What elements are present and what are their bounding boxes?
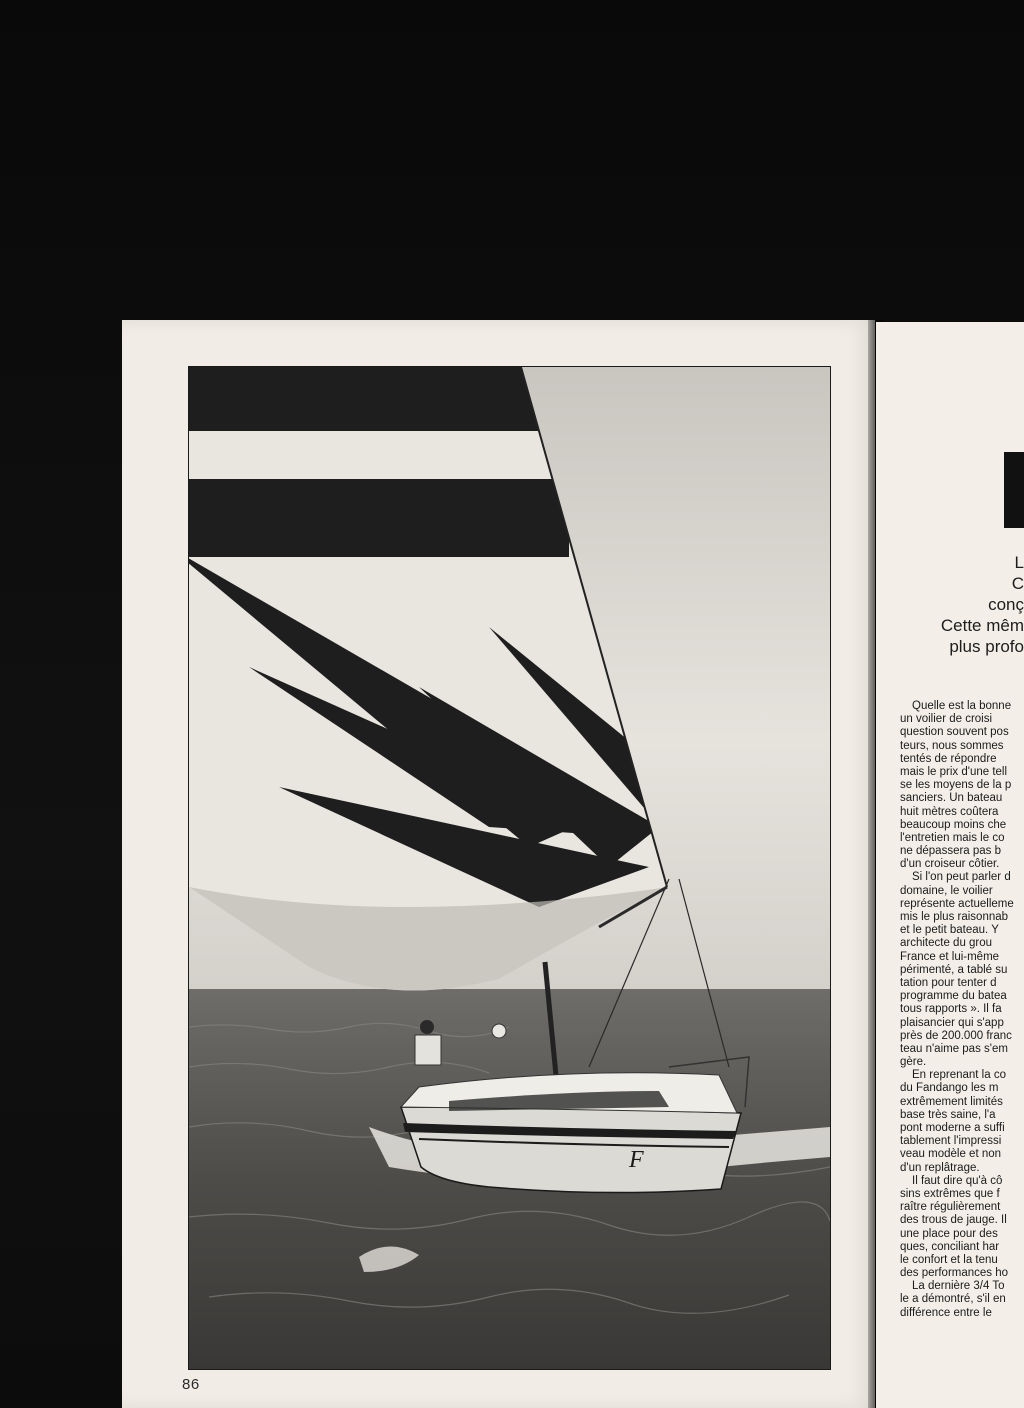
body-line: La dernière 3/4 To: [912, 1280, 1005, 1293]
body-line: différence entre le: [900, 1306, 992, 1319]
body-line: le confort et la tenu: [900, 1253, 998, 1266]
body-line: un voilier de croisi: [900, 713, 993, 726]
intro-line: plus profo: [949, 637, 1024, 656]
body-line: gère.: [900, 1056, 927, 1069]
body-line: tentés de répondre: [900, 752, 997, 765]
sailboat-photo: [188, 366, 831, 1370]
body-line: Quelle est la bonne: [912, 700, 1012, 712]
body-line: architecte du grou: [900, 937, 993, 950]
body-line: périmenté, a tablé su: [900, 963, 1008, 976]
article-intro: [884, 552, 1024, 657]
body-line: le a démontré, s'il en: [900, 1293, 1006, 1306]
body-line: se les moyens de la p: [900, 779, 1012, 792]
body-line: ne dépassera pas b: [900, 845, 1002, 858]
hull: [401, 1107, 741, 1193]
page-number: 86: [182, 1376, 200, 1393]
article-body: [900, 700, 1024, 1320]
body-line: mis le plus raisonnab: [900, 911, 1009, 923]
body-line: une place pour des: [900, 1227, 998, 1240]
intro-line: C: [1011, 574, 1024, 593]
body-line: sanciers. Un bateau: [900, 792, 1003, 805]
body-line: domaine, le voilier: [900, 884, 993, 897]
intro-line: L: [1014, 553, 1024, 572]
hull-letter: F: [629, 1147, 644, 1173]
body-line: d'un croiseur côtier.: [900, 858, 1000, 871]
body-line: l'entretien mais le co: [900, 831, 1005, 844]
body-line: teau n'aime pas s'em: [900, 1042, 1008, 1055]
body-line: sins extrêmes que f: [900, 1187, 1000, 1200]
body-line: France et lui-même: [900, 950, 1000, 963]
body-line: tablement l'impressi: [900, 1135, 1002, 1148]
body-line: extrêmement limités: [900, 1095, 1003, 1108]
body-line: des performances ho: [900, 1267, 1009, 1280]
crew-member: [420, 1020, 434, 1034]
body-line: plaisancier qui s'app: [900, 1016, 1004, 1029]
body-line: huit mètres coûtera: [900, 805, 999, 818]
body-line: teurs, nous sommes: [900, 739, 1004, 752]
intro-line: conç: [988, 595, 1024, 614]
intro-line: Cette mêm: [940, 616, 1024, 635]
body-line: beaucoup moins che: [900, 818, 1007, 831]
body-line: d'un replâtrage.: [900, 1161, 980, 1174]
crew-member: [492, 1024, 506, 1038]
body-line: et le petit bateau. Y: [900, 924, 999, 937]
body-line: Si l'on peut parler d: [912, 871, 1011, 884]
body-line: du Fandango les m: [900, 1082, 999, 1095]
body-line: programme du batea: [900, 990, 1007, 1003]
body-line: Il faut dire qu'à cô: [912, 1174, 1003, 1187]
body-line: tous rapports ». Il fa: [900, 1003, 1002, 1016]
body-line: raître régulièrement: [900, 1201, 1001, 1214]
body-line: ques, conciliant har: [900, 1240, 1000, 1253]
body-line: question souvent pos: [900, 726, 1009, 739]
body-line: mais le prix d'une tell: [900, 765, 1008, 778]
body-line: des trous de jauge. Il: [900, 1214, 1007, 1227]
body-line: En reprenant la co: [912, 1069, 1006, 1082]
title-initial-letter: [1004, 452, 1024, 528]
body-line: représente actuelleme: [900, 897, 1014, 910]
body-line: tation pour tenter d: [900, 976, 997, 989]
body-line: près de 200.000 franc: [900, 1029, 1012, 1042]
body-line: base très saine, l'a: [900, 1108, 996, 1121]
body-line: pont moderne a suffi: [900, 1122, 1005, 1134]
body-line: veau modèle et non: [900, 1148, 1002, 1161]
